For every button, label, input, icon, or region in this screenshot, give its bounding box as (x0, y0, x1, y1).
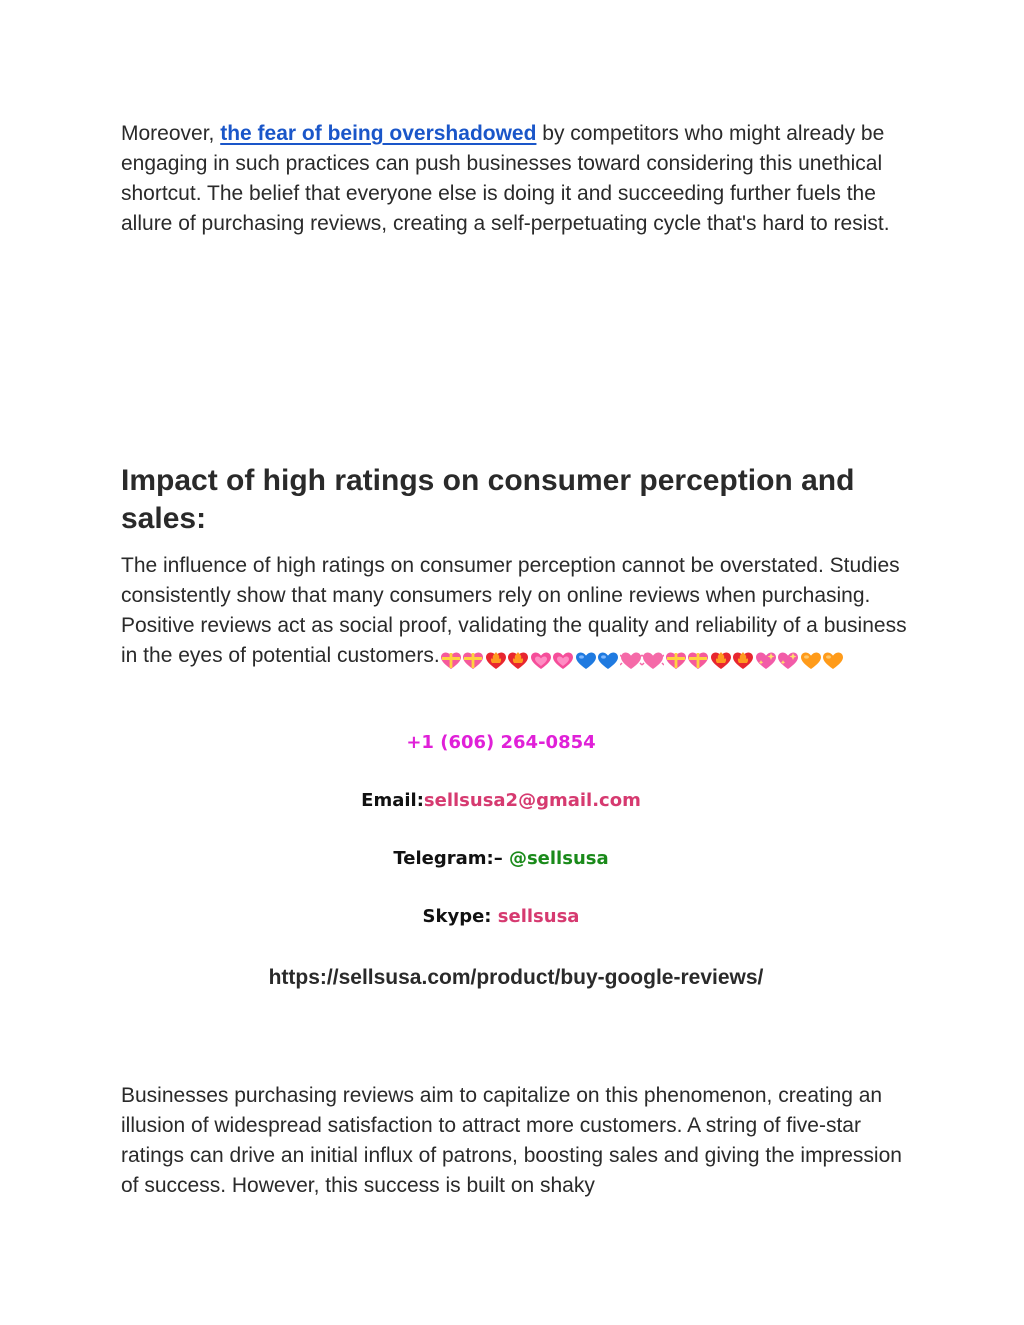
heart-with-ribbon-icon (440, 650, 462, 670)
blue-heart-icon (575, 650, 597, 670)
phone-number[interactable]: +1 (606) 264-0854 (406, 732, 596, 753)
sparkling-heart-icon (777, 650, 799, 670)
beating-heart-icon (642, 650, 664, 670)
growing-heart-icon (530, 650, 552, 670)
orange-heart-icon (822, 650, 844, 670)
telegram-line (121, 847, 911, 871)
emoji-heart-row (440, 645, 845, 675)
heart-on-fire-icon (710, 650, 732, 670)
heart-with-ribbon-icon (687, 650, 709, 670)
fear-link[interactable]: the fear of being overshadowed (220, 122, 537, 145)
paragraph-fear (121, 119, 901, 239)
paragraph-businesses: Businesses purchasing reviews aim to capitalize on this phenomenon, creating an illusion of widespread satisfaction to attract more customers. A string of five-star ratings can drive an initial influx of patrons, boosting sales and giving the impression of success. However, this success is built on shaky (121, 1084, 902, 1197)
skype-handle[interactable]: sellsusa (497, 906, 580, 927)
skype-label: Skype: (422, 906, 498, 927)
paragraph-fear-suffix: by competitors who might already be engaging in such practices can push businesses toward considering this unethical shortcut. The belief that everyone else is doing it and succeeding further fuels the allure of purchasing reviews, creating a self-perpetuating cycle that's hard to resist. (121, 122, 890, 235)
product-url[interactable]: https://sellsusa.com/product/buy-google-reviews/ (268, 966, 764, 989)
heart-on-fire-icon (732, 650, 754, 670)
paragraph-influence-text: The influence of high ratings on consumer perception cannot be overstated. Studies consistently show that many consumers rely on online reviews when purchasing. Positive reviews act as social proof, validating the quality and reliability of a business in the eyes of potential customers. (121, 554, 907, 667)
heart-with-ribbon-icon (665, 650, 687, 670)
orange-heart-icon (800, 650, 822, 670)
growing-heart-icon (552, 650, 574, 670)
section-heading: Impact of high ratings on consumer perception and sales: (121, 464, 855, 535)
email-address[interactable]: sellsusa2@gmail.com (423, 790, 641, 811)
blue-heart-icon (597, 650, 619, 670)
email-label: Email: (361, 790, 424, 811)
heart-on-fire-icon (485, 650, 507, 670)
heart-on-fire-icon (507, 650, 529, 670)
paragraph-influence (121, 551, 911, 675)
paragraph-fear-prefix: Moreover, (121, 122, 221, 145)
email-line (121, 789, 911, 813)
heart-with-ribbon-icon (462, 650, 484, 670)
telegram-label: Telegram:– (393, 848, 509, 869)
skype-line (121, 905, 911, 929)
telegram-handle[interactable]: @sellsusa (508, 848, 609, 869)
beating-heart-icon (620, 650, 642, 670)
sparkling-heart-icon (755, 650, 777, 670)
